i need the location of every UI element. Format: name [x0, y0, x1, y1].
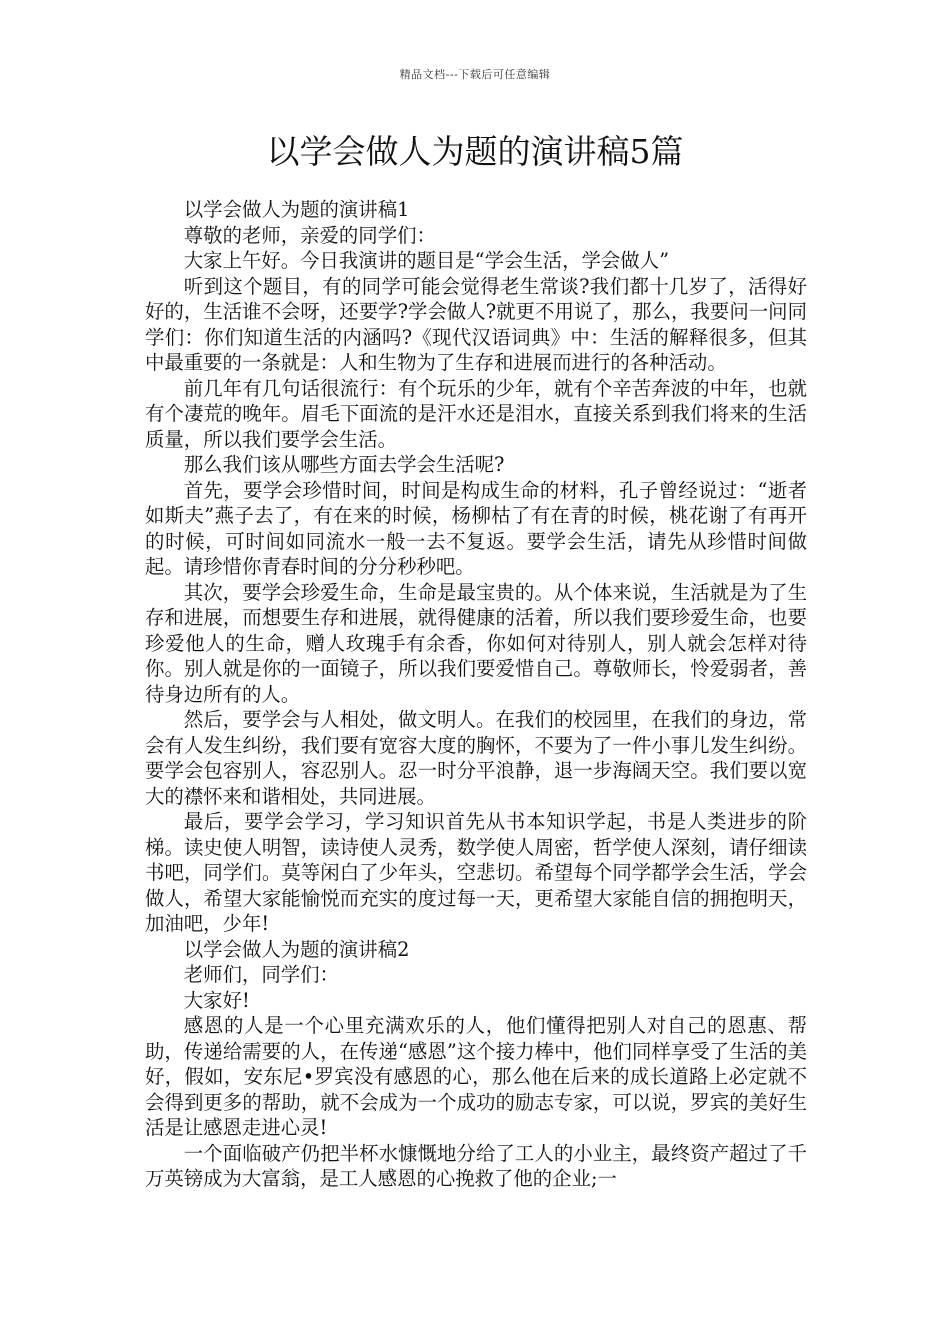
paragraph: 前几年有几句话很流行：有个玩乐的少年，就有个辛苦奔波的中年，也就有个凄荒的晚年。眉毛下面流的是汗水还是泪水，直接关系到我们将来的生活质量，所以我们要学会生活。: [145, 376, 807, 451]
paragraph: 以学会做人为题的演讲稿1: [183, 198, 410, 221]
paragraph: 一个面临破产仍把半杯水慷慨地分给了工人的小业主，最终资产超过了千万英镑成为大富翁，是工人感恩的心挽救了他的企业;一: [145, 1141, 807, 1190]
paragraph: 老师们，同学们：: [183, 963, 339, 986]
paragraph: 感恩的人是一个心里充满欢乐的人，他们懂得把别人对自己的恩惠、帮助，传递给需要的人，在传递“感恩”这个接力棒中，他们同样享受了生活的美好，假如，安东尼•罗宾没有感恩的心，那么他在后来的成长道路上必定就不会得到更多的帮助，就不会成为一个成功的励志专家，可以说，罗宾的美好生活是让感恩走进心灵!: [145, 1014, 807, 1139]
paragraph: 其次，要学会珍爱生命，生命是最宝贵的。从个体来说，生活就是为了生存和进展，而想要生存和进展，就得健康的活着，所以我们要珍爱生命，也要珍爱他人的生命，赠人玫瑰手有余香，你如何对待别人，别人就会怎样对待你。别人就是你的一面镜子，所以我们要爱惜自己。尊敬师长，怜爱弱者，善待身边所有的人。: [145, 580, 807, 706]
paragraph: 听到这个题目，有的同学可能会觉得老生常谈?我们都十几岁了，活得好好的，生活谁不会呀，还要学?学会做人?就更不用说了，那么，我要问一问同学们：你们知道生活的内涵吗?《现代汉语词典》中：生活的解释很多，但其中最重要的一条就是：人和生物为了生存和进展而进行的各种活动。: [145, 274, 807, 374]
paragraph: 尊敬的老师，亲爱的同学们：: [183, 223, 436, 247]
document-body: [145, 197, 807, 1192]
paragraph: 大家上午好。今日我演讲的题目是“学会生活，学会做人”: [183, 249, 669, 272]
paragraph: 大家好!: [183, 988, 250, 1012]
paragraph: 首先，要学会珍惜时间，时间是构成生命的材料，孔子曾经说过：“逝者如斯夫”燕子去了，有在来的时候，杨柳枯了有在青的时候，桃花谢了有再开的时候，可时间如同流水一般一去不复返。要学会生活，请先从珍惜时间做起。请珍惜你青春时间的分分秒秒吧。: [145, 478, 807, 578]
paragraph: 最后，要学会学习，学习知识首先从书本知识学起，书是人类进步的阶梯。读史使人明智，读诗使人灵秀，数学使人周密，哲学使人深刻，请仔细读书吧，同学们。莫等闲白了少年头，空悲切。希望每个同学都学会生活，学会做人，希望大家能愉悦而充实的度过每一天，更希望大家能自信的拥抱明天，加油吧，少年!: [145, 810, 807, 935]
paragraph: 以学会做人为题的演讲稿2: [183, 937, 410, 961]
paragraph: 然后，要学会与人相处，做文明人。在我们的校园里，在我们的身边，常会有人发生纠纷，我们要有宽容大度的胸怀，不要为了一件小事儿发生纠纷。要学会包容别人，容忍别人。忍一时分平浪静，退一步海阔天空。我们要以宽大的襟怀来和谐相处，共同进展。: [145, 708, 807, 808]
document-title: 以学会做人为题的演讲稿5篇: [266, 132, 684, 171]
header-note: 精品文档---下载后可任意编辑: [399, 68, 551, 81]
paragraph: 那么我们该从哪些方面去学会生活呢?: [183, 453, 505, 476]
